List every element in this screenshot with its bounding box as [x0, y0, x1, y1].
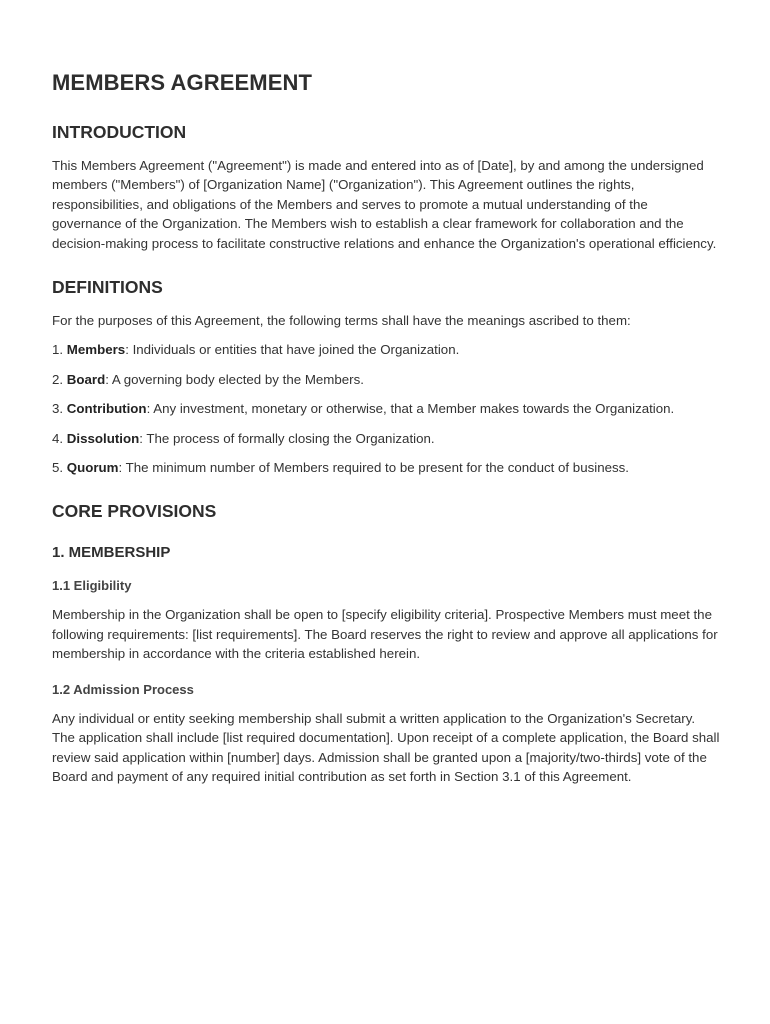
definition-number: 2. [52, 371, 64, 387]
eligibility-text: Membership in the Organization shall be open to [specify eligibility criteria]. Prospective Members must meet the following requirements: [list requirements]. The Board reserves the right to review and approve all applications for membership in accordance with the criteria established herein. [52, 607, 718, 662]
introduction-heading: INTRODUCTION [52, 122, 187, 142]
definition-term: Quorum [66, 460, 119, 476]
definition-term: Contribution [66, 401, 147, 417]
definition-description: : Individuals or entities that have joined the Organization. [125, 342, 460, 358]
definitions-heading: DEFINITIONS [52, 277, 163, 298]
definitions-section [52, 277, 720, 477]
definition-term: Board [66, 371, 106, 387]
definition-term: Members [66, 342, 126, 358]
definition-description: : Any investment, monetary or otherwise, that a Member makes towards the Organization. [146, 401, 675, 417]
definition-item-quorum [52, 458, 720, 477]
introduction-section [52, 122, 720, 253]
definition-item-contribution [52, 399, 720, 418]
definition-number: 1. [52, 342, 64, 358]
admission-process-text: Any individual or entity seeking membership shall submit a written application to the Organization's Secretary. The application shall include [list required documentation]. Upon receipt of a complete application, the Board shall review said application within [number] days. Admission shall be granted upon a [majority/two-thirds] vote of the Board and payment of any required initial contribution as set forth in Section 3.1 of this Agreement. [52, 710, 720, 784]
document-title: MEMBERS AGREEMENT [52, 70, 313, 95]
eligibility-heading: 1.1 Eligibility [52, 578, 132, 594]
definitions-intro: For the purposes of this Agreement, the following terms shall have the meanings ascribed to them: [52, 313, 631, 329]
definition-description: : A governing body elected by the Members. [105, 371, 364, 387]
definition-number: 4. [52, 430, 64, 446]
core-provisions-heading: CORE PROVISIONS [52, 501, 217, 522]
definition-description: : The minimum number of Members required to be present for the conduct of business. [118, 460, 629, 476]
membership-heading: 1. MEMBERSHIP [52, 544, 171, 562]
definition-number: 5. [52, 460, 64, 476]
definition-item-dissolution [52, 429, 720, 448]
admission-process-heading: 1.2 Admission Process [52, 681, 194, 697]
definition-item-members [52, 340, 720, 359]
definition-description: : The process of formally closing the Organization. [139, 430, 435, 446]
core-provisions-section [52, 501, 720, 786]
definition-number: 3. [52, 401, 64, 417]
introduction-text: This Members Agreement ("Agreement") is made and entered into as of [Date], by and among the undersigned members ("Members") of [Organization Name] ("Organization"). This Agreement outlines the rights, responsibilities, and obligations of the Members and serves to promote a mutual understanding of the governance of the Organization. The Members wish to establish a clear framework for collaboration and the decision-making process to facilitate constructive relations and enhance the Organization's operational efficiency. [52, 158, 717, 251]
definition-term: Dissolution [66, 430, 140, 446]
definition-item-board [52, 370, 720, 389]
